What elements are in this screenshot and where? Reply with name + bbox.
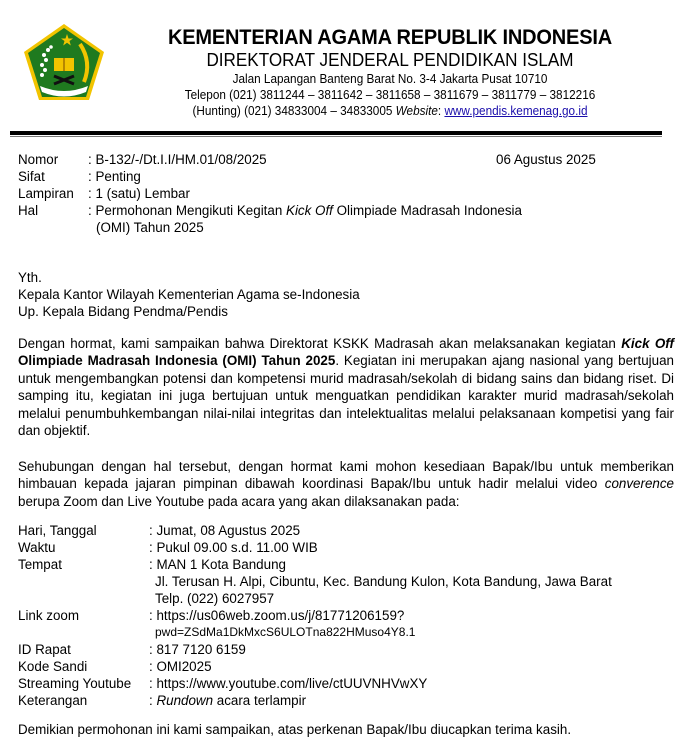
hunting-numbers: (Hunting) (021) 34833004 – 34833005 [192,104,396,118]
ministry-name: KEMENTERIAN AGAMA REPUBLIK INDONESIA [168,25,612,49]
detail-value: : MAN 1 Kota Bandung [149,557,286,572]
note-rest: acara terlampir [213,693,307,708]
detail-value: : 817 7120 6159 [149,642,246,657]
body-paragraph-2 [18,458,674,510]
meta-value: : Penting [88,169,141,184]
website-sep: : [437,104,445,118]
p1-bold-italic: Kick Off [621,336,674,351]
detail-value: : Pukul 09.00 s.d. 11.00 WIB [149,540,318,555]
header-rule-thick [10,131,662,135]
recipient-line-2: Up. Kepala Bidang Pendma/Pendis [18,304,228,319]
meta-row-hal-2 [18,219,522,236]
p2-rest: berupa Zoom dan Live Youtube pada acara yang akan dilaksanakan pada: [18,493,460,509]
zoom-link[interactable]: : https://us06web.zoom.us/j/81771206159? [149,608,405,623]
detail-row-day [18,522,612,539]
website-link[interactable]: www.pendis.kemenag.go.id [444,104,588,118]
body-paragraph-1 [18,335,674,439]
hunting-line [155,103,625,119]
note-colon: : [149,693,157,708]
youtube-link[interactable]: : https://www.youtube.com/live/ctUUVNHVwXY [149,676,428,691]
hal-italic: Kick Off [286,203,333,218]
detail-label: Kode Sandi [18,659,88,674]
meta-label: Sifat [18,169,45,184]
letter-date: 06 Agustus 2025 [496,152,596,167]
salutation: Yth. [18,270,42,285]
meta-row-hal [18,202,522,219]
closing-sentence: Demikian permohonan ini kami sampaikan, atas perkenan Bapak/Ibu diucapkan terima kasih. [18,722,572,737]
letter-meta [18,151,522,236]
spacer [18,590,149,607]
directorate-name: DIREKTORAT JENDERAL PENDIDIKAN ISLAM [206,50,574,70]
detail-label: Waktu [18,540,56,555]
zoom-password: pwd=ZSdMa1DkMxcS6ULOTna822HMuso4Y8.1 [155,625,416,639]
detail-row-place-addr [18,573,612,590]
detail-label: Keterangan [18,693,88,708]
spacer [18,219,88,236]
hal-text-end: Olimpiade Madrasah Indonesia [332,203,522,218]
website-label: Website [395,104,438,118]
detail-label: Tempat [18,557,62,572]
note-value [149,692,306,709]
event-details [18,522,612,709]
hal-value [88,202,522,219]
detail-label: Streaming Youtube [18,676,132,691]
meta-row-lampiran [18,185,522,202]
meta-label: Hal [18,203,39,218]
p1-rest: . Kegiatan ini merupakan ajang nasional yang bertujuan untuk mengembangkan potensi dan kompetensi murid madrasah/sekolah di bidang sains dan bidang riset. Di samping itu, kegiatan ini juga bertujuan untuk menguatkan pendidikan karakter murid madrasah/sekolah melalui penumbuhkembangan nilai-nilai integritas dan intelektualitas melalui pelaksanaan kompetisi yang fair dan objektif. [18,353,674,439]
phone-line: Telepon (021) 3811244 – 3811642 – 3811658 – 3811679 – 3811779 – 3812216 [184,88,596,102]
meta-value: : B-132/-/Dt.I.I/HM.01/08/2025 [88,152,267,167]
kemenag-logo [22,22,106,102]
detail-row-id [18,641,612,658]
meta-label: Nomor [18,152,59,167]
hal-text: : Permohonan Mengikuti Kegitan [88,203,287,218]
detail-row-zoom [18,607,612,624]
place-phone: Telp. (022) 6027957 [155,591,275,606]
detail-row-place-phone [18,590,612,607]
detail-row-time [18,539,612,556]
spacer [18,624,149,641]
detail-label: ID Rapat [18,642,71,657]
spacer [18,573,149,590]
address-line: Jalan Lapangan Banteng Barat No. 3-4 Jakarta Pusat 10710 [232,72,548,86]
meta-row-sifat [18,168,522,185]
detail-row-zoom-pwd [18,624,612,641]
detail-row-note [18,692,612,709]
recipient-line-1: Kepala Kantor Wilayah Kementerian Agama se-Indonesia [18,287,360,302]
meta-row-nomor [18,151,522,168]
detail-row-youtube [18,675,612,692]
detail-value: : Jumat, 08 Agustus 2025 [149,523,301,538]
detail-row-code [18,658,612,675]
meta-label: Lampiran [18,186,74,201]
recipient [18,269,360,320]
place-address: Jl. Terusan H. Alpi, Cibuntu, Kec. Bandung Kulon, Kota Bandung, Jawa Barat [155,574,612,589]
hal-line2: (OMI) Tahun 2025 [96,220,204,235]
detail-value: : OMI2025 [149,659,212,674]
meta-value: : 1 (satu) Lembar [88,186,190,201]
p1-text: Dengan hormat, kami sampaikan bahwa Direktorat KSKK Madrasah akan melaksanakan kegiatan [18,336,622,351]
p2-italic: converence [604,476,674,492]
header-rule-thin [10,136,662,137]
detail-row-place [18,556,612,573]
note-italic: Rundown [156,693,214,708]
detail-label: Link zoom [18,608,80,623]
p1-bold: Olimpiade Madrasah Indonesia (OMI) Tahun 2025 [18,353,336,369]
letterhead [140,24,640,119]
p2-text: Sehubungan dengan hal tersebut, dengan hormat kami mohon kesediaan Bapak/Ibu untuk memberikan himbauan kepada jajaran pimpinan dibawah koordinasi Bapak/Ibu untuk hadir melalui video [18,459,674,492]
detail-label: Hari, Tanggal [18,523,97,538]
